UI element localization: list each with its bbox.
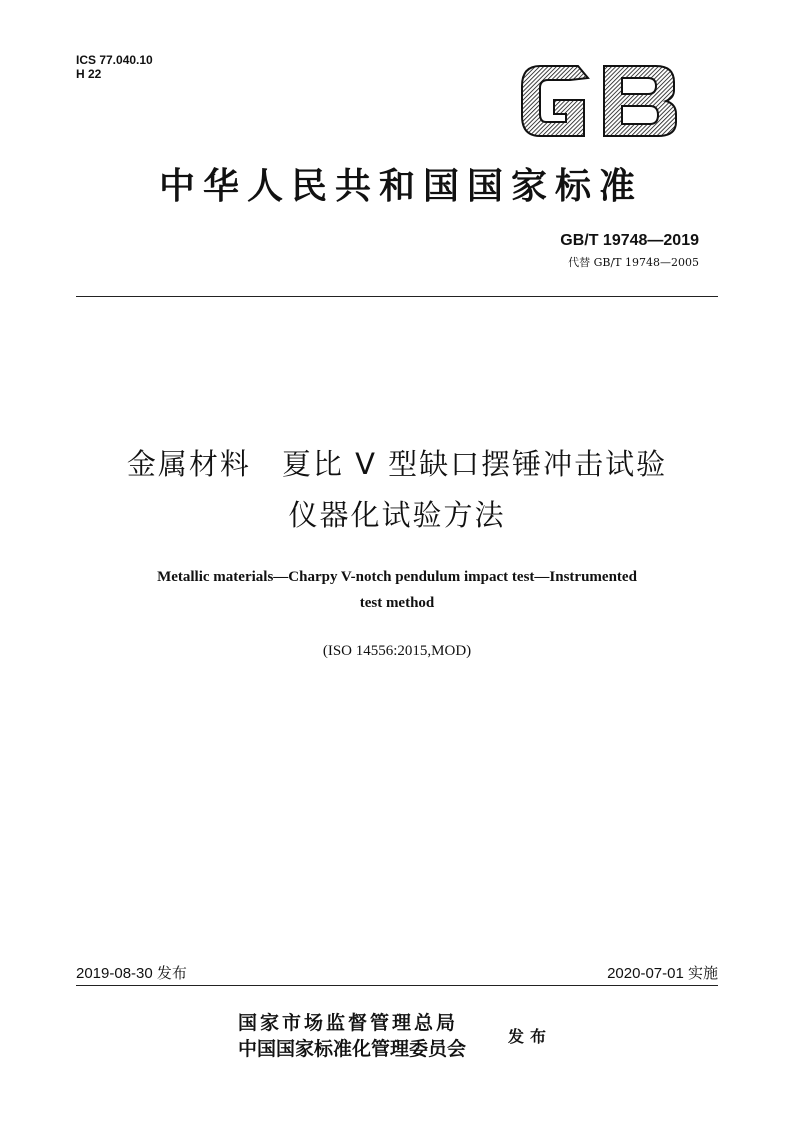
issuer-sac: 中国国家标准化管理委员会 [238, 1038, 467, 1060]
title-cn-line2: 仪器化试验方法 [288, 498, 506, 532]
iso-adoption: (ISO 14556:2015,MOD) [322, 643, 472, 659]
publish-label: 发布 [508, 1027, 553, 1046]
title-en-line1: Metallic materials—Charpy V-notch pendulum impact test—Instrumented [157, 569, 637, 585]
replaces-standard: 代替 GB/T 19748—2005 [568, 256, 699, 269]
header-divider [76, 296, 718, 297]
title-cn-line1: 金属材料 夏比 V 型缺口摆锤冲击试验 [126, 447, 668, 481]
ccs-code: H 22 [76, 67, 102, 81]
ics-code: ICS 77.040.10 [76, 53, 153, 67]
national-standard-title: 中华人民共和国国家标准 [158, 165, 643, 207]
footer-divider [76, 985, 718, 986]
issue-date: 2019-08-30 发布 [76, 965, 187, 982]
issuer-samr: 国家市场监督管理总局 [238, 1012, 459, 1034]
title-en-line2: test method [359, 595, 435, 611]
effective-date: 2020-07-01 实施 [607, 965, 718, 982]
classification-codes [76, 53, 153, 81]
gb-logo [518, 62, 678, 140]
standard-number: GB/T 19748—2019 [560, 232, 699, 249]
